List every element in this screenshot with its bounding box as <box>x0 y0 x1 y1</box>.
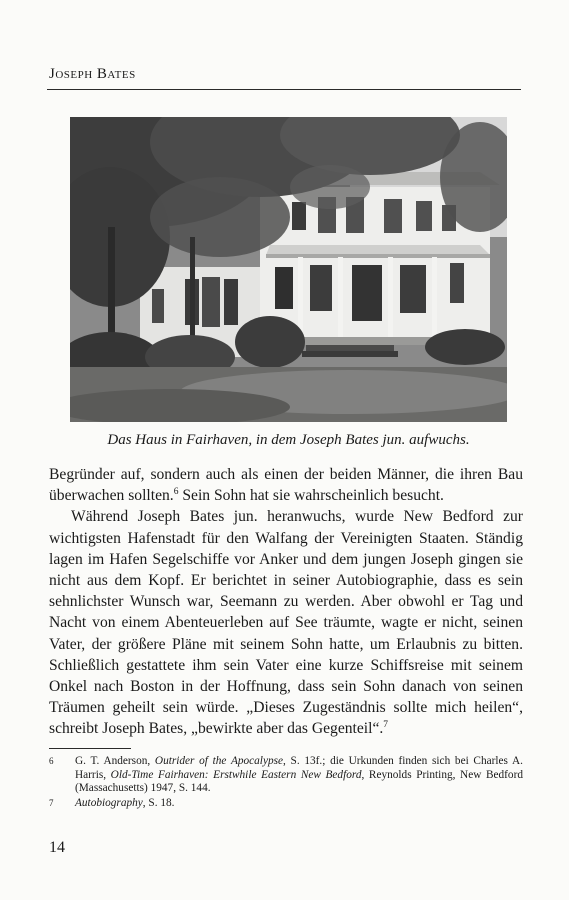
paragraph-2 <box>49 506 523 739</box>
footnote-number: 6 <box>49 756 54 766</box>
footnote-7 <box>49 797 523 811</box>
footnote-number: 7 <box>49 797 54 808</box>
running-header <box>49 66 136 83</box>
footnote-ref-7[interactable]: 7 <box>383 720 389 731</box>
paragraph-1-text: Begründer auf, sondern auch als einen der beiden Männer, die ihren Bau überwachen sollten. <box>49 466 523 505</box>
footnotes <box>49 755 523 811</box>
paragraph-1 <box>49 464 523 506</box>
footnote-text: Autobiography, S. 18. <box>75 796 175 809</box>
house-photo-illustration <box>70 117 507 422</box>
header-rule <box>47 89 521 90</box>
footnote-text: G. T. Anderson, Outrider of the Apocalypse, S. 13f.; die Urkunden finden sich bei Charles A. Harris, Old-Time Fairhaven: Erstwhile Eastern New Bedford, Reynolds Printing, New Bedford (Massachusetts) 1947, S. 144. <box>75 755 524 795</box>
paragraph-2-text: Während Joseph Bates jun. heranwuchs, wurde New Bedford zur wichtigsten Hafenstadt für den Walfang der Vereinigten Staaten. Ständig lagen im Hafen Segelschiffe vor Anker und dem jungen Joseph gingen sie nicht aus dem Kopf. Er berichtet in seiner Autobiographie, dass es sein sehnlichster Wunsch war, Seemann zu werden. Aber obwohl er Tag und Nacht von einem Abenteuerleben auf See träumte, wagte er nicht, seinen Vater, der größere Pläne mit seinem Sohn hatte, um Erlaubnis zu bitten. Schließlich gestattete ihm sein Vater eine kurze Schiffsreise mit seinem Onkel nach Boston in der Hoffnung, dass sein Sohn danach von seinen Träumen geheilt sein würde. „Dieses Zugeständnis sollte mich heilen“, schreibt Joseph Bates, „bewirkte aber das Gegenteil“. <box>49 508 523 738</box>
paragraph-1-text-cont: Sein Sohn hat sie wahrscheinlich besucht. <box>178 487 444 505</box>
house-photograph <box>70 117 507 422</box>
footnote-ref-6[interactable]: 6 <box>173 487 179 498</box>
page-number: 14 <box>49 839 65 856</box>
figure-caption: Das Haus in Fairhaven, in dem Joseph Bates jun. aufwuchs. <box>107 432 470 448</box>
body-text <box>49 464 523 740</box>
footnote-rule <box>49 748 131 749</box>
footnote-6 <box>49 755 523 796</box>
running-title: Joseph Bates <box>49 66 136 82</box>
